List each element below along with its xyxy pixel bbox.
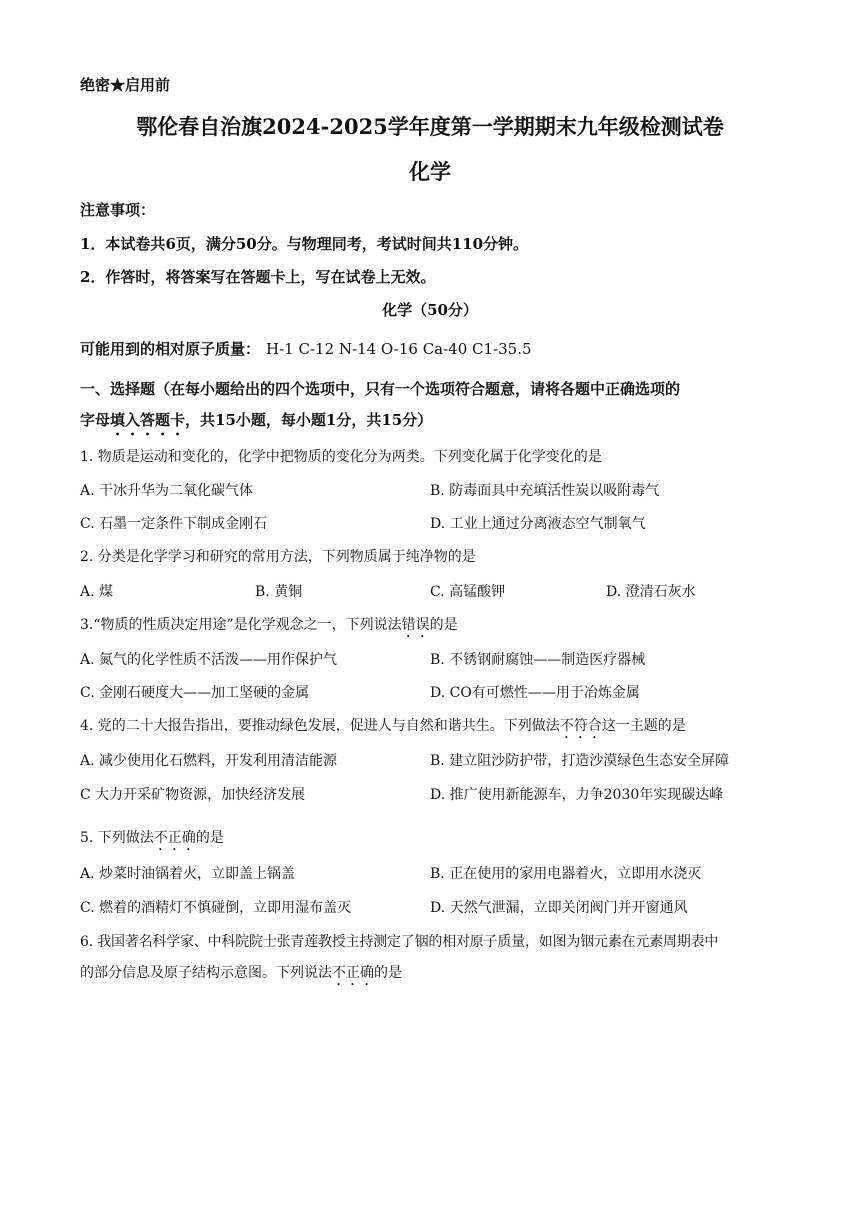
section-title: 化学（50分） <box>382 301 478 319</box>
question-4-option-b: B. 建立阻沙防护带，打造沙漠绿色生态安全屏障 <box>430 753 730 769</box>
question-3-option-d: D. CO有可燃性——用于冶炼金属 <box>430 685 640 701</box>
notes-heading: 注意事项： <box>80 201 156 219</box>
question-5-stem-c: 的是 <box>195 830 224 846</box>
question-6-stem-line2 <box>80 962 402 989</box>
question-1-option-c: C. 石墨一定条件下制成金刚石 <box>80 516 268 532</box>
question-4-option-d: D. 推广使用新能源车，力争2030年实现碳达峰 <box>430 787 724 803</box>
question-5-stem <box>80 827 224 854</box>
question-2-option-d: D. 澄清石灰水 <box>606 584 696 600</box>
atomic-mass-line <box>80 338 532 359</box>
question-5-option-d: D. 天然气泄漏，立即关闭阀门并开窗通风 <box>430 900 688 916</box>
question-5-stem-a: 5. 下列做法 <box>80 830 154 846</box>
question-2-stem: 2. 分类是化学学习和研究的常用方法，下列物质属于纯净物的是 <box>80 549 476 565</box>
question-3-stem-a: 3.“物质的性质决定用途”是化学观念之一，下列说法 <box>80 617 402 633</box>
question-3-stem-c: 的是 <box>429 617 458 633</box>
part1-instruction-line1: 一、选择题（在每小题给出的四个选项中，只有一个选项符合题意，请将各题中正确选项的 <box>80 380 681 398</box>
note-item-1: 1．本试卷共6页，满分50分。与物理同考，考试时间共110分钟。 <box>80 235 529 253</box>
question-6-stem-a: 的部分信息及原子结构示意图。下列说法 <box>80 965 332 981</box>
question-3-stem <box>80 614 458 641</box>
question-6-stem-c: 的是 <box>374 965 402 981</box>
question-1-option-a: A. 干冰升华为二氧化碳气体 <box>80 483 254 499</box>
part1-emphasis: 填入答题卡 <box>110 411 186 429</box>
question-2-option-b: B. 黄铜 <box>255 584 303 600</box>
question-2-option-c: C. 高锰酸钾 <box>430 584 506 600</box>
question-4-stem-c: 这一主题的是 <box>601 718 686 734</box>
atomic-mass-values: H-1 C-12 N-14 O-16 Ca-40 C1-35.5 <box>266 340 532 358</box>
note-item-2: 2．作答时，将答案写在答题卡上，写在试卷上无效。 <box>80 268 436 286</box>
question-2-option-a: A. 煤 <box>80 584 114 600</box>
question-3-option-a: A. 氮气的化学性质不活泼——用作保护气 <box>80 652 338 668</box>
subject-title: 化学 <box>409 159 451 184</box>
exam-title: 鄂伦春自治旗2024-2025学年度第一学期期末九年级检测试卷 <box>136 114 724 139</box>
question-3-option-c: C. 金刚石硬度大——加工坚硬的金属 <box>80 685 310 701</box>
confidential-label: 绝密★启用前 <box>80 76 171 94</box>
question-4-option-c: C 大力开采矿物资源，加快经济发展 <box>80 787 306 803</box>
question-1-option-d: D. 工业上通过分离液态空气制氧气 <box>430 516 646 532</box>
question-5-option-c: C. 燃着的酒精灯不慎碰倒，立即用湿布盖灭 <box>80 900 352 916</box>
question-1-stem: 1. 物质是运动和变化的，化学中把物质的变化分为两类。下列变化属于化学变化的是 <box>80 449 602 465</box>
part1-instruction-line2 <box>80 409 432 439</box>
part1-text-c: ，共15小题，每小题1分，共15分） <box>185 411 433 429</box>
question-5-emphasis: 不正确 <box>153 830 196 846</box>
question-4-stem <box>80 715 686 742</box>
question-4-option-a: A. 减少使用化石燃料，开发利用清洁能源 <box>80 753 338 769</box>
question-4-stem-a: 4. 党的二十大报告指出，要推动绿色发展，促进人与自然和谐共生。下列做法 <box>80 718 560 734</box>
part1-text-a: 字母 <box>80 411 111 429</box>
atomic-mass-label: 可能用到的相对原子质量： <box>80 340 261 358</box>
question-5-option-a: A. 炒菜时油锅着火，立即盖上锅盖 <box>80 866 296 882</box>
question-5-option-b: B. 正在使用的家用电器着火，立即用水浇灭 <box>430 866 702 882</box>
question-6-emphasis: 不正确 <box>332 965 374 981</box>
question-1-option-b: B. 防毒面具中充填活性炭以吸附毒气 <box>430 483 660 499</box>
question-4-emphasis: 不符合 <box>559 718 602 734</box>
question-3-emphasis: 错误 <box>401 617 430 633</box>
question-6-stem-line1: 6. 我国著名科学家、中科院院士张青莲教授主持测定了铟的相对原子质量，如图为铟元素在元素周期表中 <box>80 934 719 950</box>
question-3-option-b: B. 不锈钢耐腐蚀——制造医疗器械 <box>430 652 646 668</box>
